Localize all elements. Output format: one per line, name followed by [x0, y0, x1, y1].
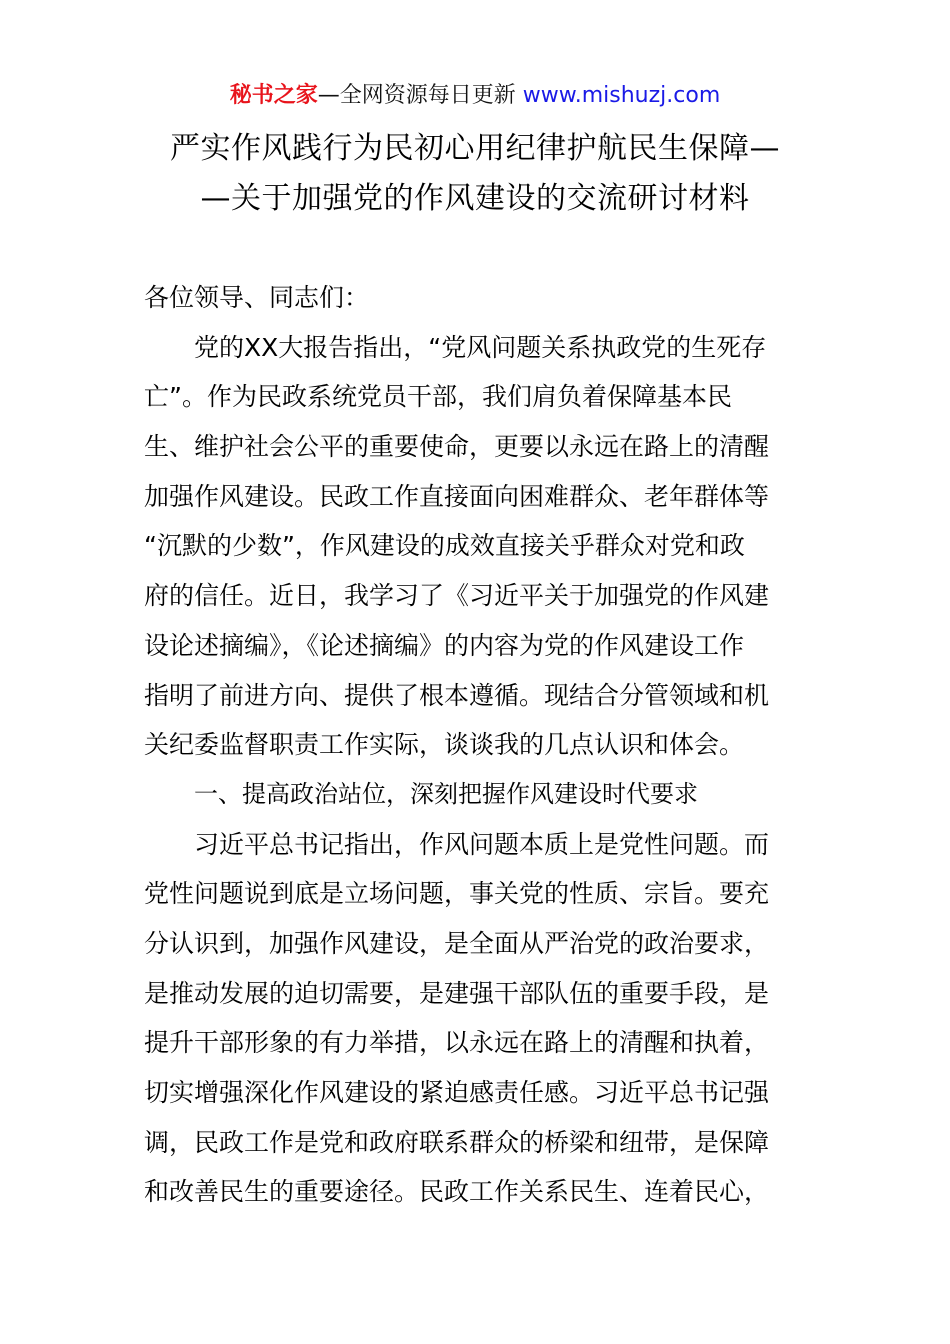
paragraph-line: 分认识到，加强作风建设，是全面从严治党的政治要求，	[144, 928, 770, 958]
paragraph-line: 设论述摘编》，《论述摘编》的内容为党的作风建设工作	[144, 630, 745, 660]
site-tagline: —全网资源每日更新	[317, 83, 523, 108]
paragraph-line: 党的XX大报告指出，“党风问题关系执政党的生死存	[194, 332, 767, 362]
paragraph-line: 习近平总书记指出，作风问题本质上是党性问题。而	[194, 829, 770, 859]
paragraph-line: “沉默的少数”，作风建设的成效直接关乎群众对党和政	[144, 531, 745, 561]
paragraph-line: 切实增强深化作风建设的紧迫感责任感。习近平总书记强	[144, 1078, 770, 1107]
paragraph-line: 亡”。作为民政系统党员干部，我们肩负着保障基本民	[144, 382, 732, 412]
paragraph-line: 指明了前进方向、提供了根本遵循。现结合分管领域和机	[144, 680, 770, 710]
site-brand: 秘书之家	[229, 83, 318, 108]
title-line-1: 严实作风践行为民初心用纪律护航民生保障—	[170, 131, 780, 166]
document-title	[0, 124, 950, 224]
document-body	[144, 273, 814, 1217]
paragraph-line: 关纪委监督职责工作实际，谈谈我的几点认识和体会。	[144, 730, 745, 760]
salutation: 各位领导、同志们：	[144, 283, 370, 312]
paragraph-line: 府的信任。近日，我学习了《习近平关于加强党的作风建	[144, 581, 770, 611]
paragraph-line: 加强作风建设。民政工作直接面向困难群众、老年群体等	[144, 481, 770, 511]
site-url-link[interactable]: www.mishuzj.com	[522, 83, 721, 108]
paragraph-line: 是推动发展的迫切需要，是建强干部队伍的重要手段，是	[144, 978, 770, 1008]
paragraph-line: 调，民政工作是党和政府联系群众的桥梁和纽带，是保障	[144, 1127, 770, 1157]
paragraph-line: 党性问题说到底是立场问题，事关党的性质、宗旨。要充	[144, 879, 770, 909]
title-line-2: —关于加强党的作风建设的交流研讨材料	[200, 181, 750, 216]
section-heading: 一、提高政治站位，深刻把握作风建设时代要求	[194, 779, 698, 808]
paragraph-line: 和改善民生的重要途径。民政工作关系民生、连着民心，	[144, 1177, 770, 1207]
paragraph-line: 提升干部形象的有力举措，以永远在路上的清醒和执着，	[144, 1028, 770, 1058]
site-header	[0, 80, 950, 112]
paragraph-line: 生、维护社会公平的重要使命，更要以永远在路上的清醒	[144, 432, 770, 462]
